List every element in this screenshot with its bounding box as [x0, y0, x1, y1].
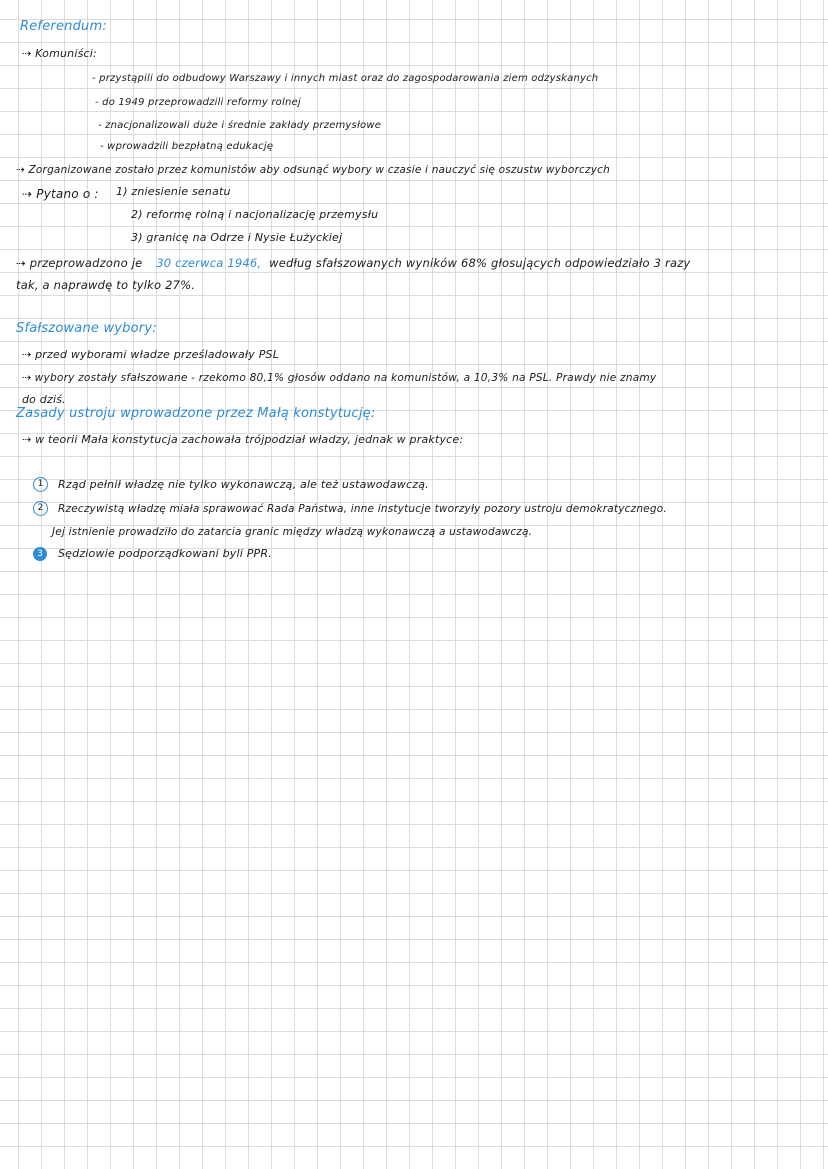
question-3: 3) granicę na Odrze i Nysie Łużyckiej: [131, 231, 343, 244]
heading-wybory: Sfałszowane wybory:: [16, 321, 157, 336]
ustroj-item-2: Rzeczywistą władzę miała sprawować Rada Państwa, inne instytucje tworzyły pozory ustroju demokratycznego.: [58, 503, 667, 515]
number-badge-1: 1: [33, 477, 48, 492]
pytano-label: ⇢ Pytano o :: [22, 187, 99, 201]
wybory-line-2: ⇢ wybory zostały sfałszowane - rzekomo 80,1% głosów oddano na komunistów, a 10,3% na PSL. Prawdy nie znamy: [22, 372, 657, 384]
question-2: 2) reformę rolną i nacjonalizację przemysłu: [131, 208, 379, 221]
komunisci-bullet-3: - znacjonalizowali duże i średnie zakłady przemysłowe: [98, 120, 382, 131]
heading-referendum: Referendum:: [20, 19, 107, 34]
number-badge-3: 3: [33, 547, 47, 561]
result-rest: według sfałszowanych wyników 68% głosujących odpowiedziało 3 razy: [269, 256, 691, 270]
number-badge-2: 2: [33, 501, 48, 516]
organized-line: ⇢ Zorganizowane zostało przez komunistów aby odsunąć wybory w czasie i nauczyć się oszustw wyborczych: [16, 164, 610, 176]
result-prefix: ⇢ przeprowadzono je: [16, 256, 143, 270]
question-1: 1) zniesienie senatu: [116, 185, 231, 198]
heading-ustroj: Zasady ustroju wprowadzone przez Małą konstytucję:: [16, 406, 376, 421]
ustroj-item-1: Rząd pełnił władzę nie tylko wykonawczą, ale też ustawodawczą.: [58, 478, 429, 491]
wybory-line-1: ⇢ przed wyborami władze prześladowały PSL: [22, 348, 280, 361]
komunisci-bullet-2: - do 1949 przeprowadzili reformy rolnej: [95, 97, 301, 108]
ustroj-intro: ⇢ w teorii Mała konstytucja zachowała trójpodział władzy, jednak w praktyce:: [22, 433, 464, 446]
komunisci-bullet-1: - przystąpili do odbudowy Warszawy i innych miast oraz do zagospodarowania ziem odzyskanych: [92, 73, 599, 84]
result-line: [16, 256, 690, 270]
wybory-line-3: do dziś.: [22, 393, 66, 406]
ustroj-item-2-cont: Jej istnienie prowadziło do zatarcia granic między władzą wykonawczą a ustawodawczą.: [52, 526, 533, 538]
komunisci-bullet-4: - wprowadzili bezpłatną edukację: [100, 141, 274, 152]
result-date: 30 czerwca 1946,: [156, 256, 262, 270]
result-line-2: tak, a naprawdę to tylko 27%.: [16, 278, 196, 292]
ustroj-item-3: Sędziowie podporządkowani byli PPR.: [58, 547, 272, 560]
komunisci-label: ⇢ Komuniści:: [22, 47, 97, 60]
